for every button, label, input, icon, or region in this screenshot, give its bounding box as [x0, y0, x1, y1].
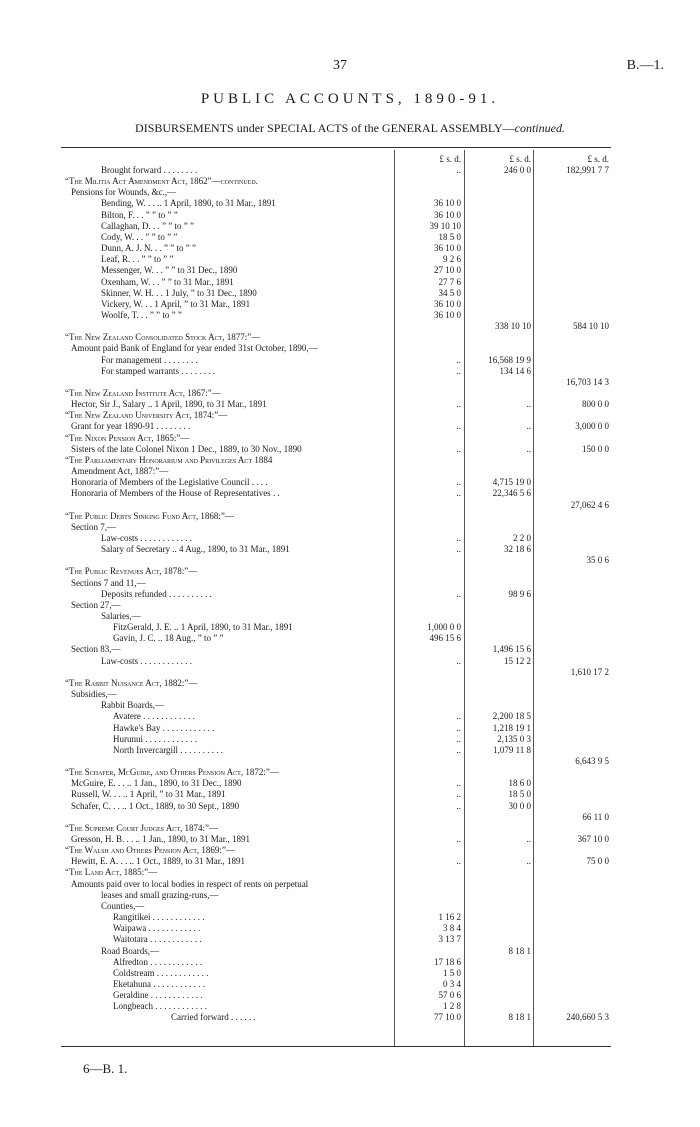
table-row: [61, 856, 611, 867]
amount-cell: 57 0 6: [438, 990, 461, 1001]
amount-cell: ..: [456, 544, 461, 555]
row-text: Brought forward . . . . . . . .: [101, 165, 198, 175]
table-row: [61, 277, 611, 288]
row-text: “The Public Revenues Act, 1878:”—: [65, 566, 198, 577]
table-row: [61, 321, 611, 332]
row-text: Longbeach . . . . . . . . . . . .: [113, 1001, 207, 1012]
row-text: “The Schafer, McGuire, and Others Pension Act, 1872:”—: [65, 767, 279, 778]
row-text: Gavin, J. C. .. 18 Aug., ” to ” ”: [113, 633, 224, 644]
amount-cell: 36 10 0: [434, 198, 461, 209]
table-row: [61, 812, 611, 823]
row-text: Grant for year 1890-91 . . . . . . . .: [71, 421, 191, 432]
row-text: Oxenham, W. . . ” ” to 31 Mar., 1891: [101, 276, 234, 287]
table-row: [61, 544, 611, 555]
row-text: leases and small grazing-runs,—: [101, 889, 219, 900]
row-text: Carried forward . . . . . .: [171, 1012, 256, 1023]
table-row: [61, 399, 611, 410]
table-row: [61, 678, 611, 689]
table-row: [61, 622, 611, 633]
table-row: [61, 600, 611, 611]
amount-cell: 34 5 0: [438, 287, 461, 298]
amount-cell: 36 10 0: [434, 298, 461, 309]
amount-cell: 9 2 6: [443, 254, 461, 265]
table-row: [61, 700, 611, 711]
row-text: Hurunui . . . . . . . . . . . .: [113, 733, 197, 744]
table-row: [61, 433, 611, 444]
amount-cell: ..: [456, 856, 461, 867]
amount-cell: 134 14 6: [499, 365, 531, 376]
amount-cell: 496 15 6: [429, 633, 461, 644]
row-text: Pensions for Wounds, &c.,—: [71, 187, 177, 198]
row-text: Rangitikei . . . . . . . . . . . .: [113, 912, 205, 923]
table-row: [61, 912, 611, 923]
table-row: [61, 176, 611, 187]
amount-cell: ..: [526, 443, 531, 454]
amount-cell: 16,568 19 9: [488, 354, 531, 365]
table-row: [61, 711, 611, 722]
amount-cell: 16,703 14 3: [566, 376, 609, 387]
row-text: For stamped warrants . . . . . . . .: [101, 365, 215, 376]
row-text: Alfredton . . . . . . . . . . . .: [113, 956, 202, 967]
table-row: [61, 533, 611, 544]
table-row: [61, 254, 611, 265]
amount-cell: 246 0 0: [504, 165, 531, 175]
amount-cell: ..: [526, 834, 531, 844]
row-text: Honoraria of Members of the House of Representatives . .: [71, 488, 280, 499]
row-text: Sisters of the late Colonel Nixon 1 Dec., 1889, to 30 Nov., 1890: [71, 443, 302, 454]
table-row: [61, 310, 611, 321]
table-row: [61, 410, 611, 421]
amount-cell: 150 0 0: [582, 443, 609, 454]
column-header-row: [61, 154, 611, 165]
row-text: Salary of Secretary .. 4 Aug., 1890, to 31 Mar., 1891: [101, 544, 290, 555]
subtitle-main: DISBURSEMENTS under SPECIAL ACTS of the GENERAL ASSEMBLY—: [135, 121, 515, 135]
table-row: [61, 232, 611, 243]
amount-cell: 35 0 6: [586, 555, 609, 566]
amount-cell: 77 10 0: [434, 1012, 461, 1023]
table-row: [61, 745, 611, 756]
row-text: Cody, W. . . ” ” to ” ”: [101, 231, 178, 242]
row-text: “The New Zealand Institute Act, 1867:”—: [65, 388, 221, 398]
page-title: PUBLIC ACCOUNTS, 1890-91.: [200, 91, 500, 107]
column-header: £ s. d.: [587, 154, 609, 164]
table-row: [61, 823, 611, 834]
row-text: Vickery, W. . . 1 April, ” to 31 Mar., 1891: [101, 298, 251, 309]
amount-cell: 800 0 0: [582, 399, 609, 410]
table-row: [61, 789, 611, 800]
table-row: [61, 355, 611, 366]
row-text: Gresson, H. B. . . .. 1 Jan., 1890, to 31 Mar., 1891: [71, 834, 250, 844]
row-text: Hawke's Bay . . . . . . . . . . . .: [113, 722, 215, 733]
row-text: Law-costs . . . . . . . . . . . .: [101, 655, 192, 666]
column-header: £ s. d.: [509, 154, 531, 164]
amount-cell: 1,079 11 8: [493, 744, 531, 755]
row-text: McGuire, E. . . .. 1 Jan., 1890, to 31 Dec., 1890: [71, 778, 242, 789]
table-row: [61, 578, 611, 589]
table-row: [61, 488, 611, 499]
amount-cell: 1,610 17 2: [570, 666, 609, 677]
table-row: [61, 332, 611, 343]
amount-cell: ..: [456, 800, 461, 811]
amount-cell: ..: [456, 744, 461, 755]
table-row: [61, 890, 611, 901]
amount-cell: ..: [456, 532, 461, 543]
amount-cell: 18 6 0: [508, 778, 531, 789]
amount-cell: ..: [456, 165, 461, 175]
row-text: “The Rabbit Nuisance Act, 1882:”—: [65, 677, 198, 688]
amount-cell: 8 18 1: [508, 945, 531, 956]
amount-cell: 338 10 10: [495, 321, 531, 332]
row-text: Road Boards,—: [101, 945, 159, 956]
amount-cell: ..: [456, 399, 461, 410]
document-reference: B.—1.: [626, 58, 664, 73]
amount-cell: 1,000 0 0: [427, 622, 461, 633]
page-footer: 6—B. 1.: [83, 1061, 128, 1076]
amount-cell: 3 13 7: [438, 934, 461, 945]
table-row: [61, 455, 611, 466]
row-text: Sections 7 and 11,—: [71, 577, 146, 588]
amount-cell: 30 0 0: [508, 800, 531, 811]
table-row: [61, 198, 611, 209]
table-row: [61, 377, 611, 388]
row-text: Salaries,—: [101, 611, 141, 621]
amount-cell: 6,643 9 5: [575, 755, 609, 766]
row-text: Amount paid Bank of England for year ended 31st October, 1890,—: [71, 343, 318, 354]
row-text: Messenger, W. . . ” ” to 31 Dec., 1890: [101, 265, 238, 276]
row-text: Callaghan, D. . . ” ” to ” ”: [101, 220, 194, 231]
row-text: “The Public Debts Sinking Fund Act, 1868:”—: [65, 510, 234, 521]
row-text: Schafer, C. . . .. 1 Oct., 1889, to 30 Sept., 1890: [71, 800, 240, 811]
amount-cell: 584 10 10: [573, 321, 609, 332]
row-text: Counties,—: [101, 900, 145, 911]
row-text: Dunn, A. J. N. . . ” ” to ” ”: [101, 243, 196, 254]
row-text: “The Supreme Court Judges Act, 1874:”—: [65, 822, 218, 833]
amount-cell: ..: [456, 477, 461, 488]
table-row: [61, 923, 611, 934]
table-row: [61, 366, 611, 377]
row-text: FitzGerald, J. E. .. 1 April, 1890, to 31 Mar., 1891: [113, 622, 293, 633]
table-row: [61, 221, 611, 232]
amount-cell: 18 5 0: [508, 789, 531, 800]
table-row: [61, 778, 611, 789]
amount-cell: ..: [456, 421, 461, 432]
row-text: North Invercargill . . . . . . . . . .: [113, 744, 224, 755]
amount-cell: 240,660 5 3: [566, 1012, 609, 1023]
table-row: [61, 343, 611, 354]
row-text: Geraldine . . . . . . . . . . . .: [113, 990, 203, 1001]
table-row: [61, 834, 611, 845]
amount-cell: ..: [456, 711, 461, 722]
table-row: [61, 265, 611, 276]
table-row: [61, 165, 611, 176]
row-text: Section 7,—: [71, 521, 116, 532]
amount-cell: ..: [526, 421, 531, 432]
amount-cell: 22,346 5 6: [492, 488, 531, 499]
amount-cell: ..: [526, 399, 531, 410]
row-text: Hewitt, E. A. . . .. 1 Oct., 1889, to 31 Mar., 1891: [71, 856, 245, 867]
row-text: Leaf, R. . . ” ” to ” ”: [101, 254, 174, 265]
column-header: £ s. d.: [439, 154, 461, 164]
table-row: [61, 511, 611, 522]
amount-cell: ..: [456, 722, 461, 733]
table-row: [61, 444, 611, 455]
amount-cell: 367 10 0: [577, 834, 609, 844]
page-number: 37: [333, 58, 347, 73]
table-row: [61, 656, 611, 667]
row-text: Woolfe, T. . . ” ” to ” ”: [101, 309, 182, 320]
table-row: [61, 879, 611, 890]
amount-cell: ..: [526, 856, 531, 867]
amount-cell: 27 10 0: [434, 265, 461, 276]
amount-cell: ..: [456, 365, 461, 376]
row-text: Eketahuna . . . . . . . . . . . .: [113, 978, 205, 989]
table-row: [61, 611, 611, 622]
table-row: [61, 957, 611, 968]
table-row: [61, 187, 611, 198]
row-text: Russell, W. . . .. 1 April, ” to 31 Mar., 1891: [71, 789, 226, 800]
table-row: [61, 644, 611, 655]
amount-cell: 3,000 0 0: [575, 421, 609, 432]
table-row: [61, 946, 611, 957]
table-row: [61, 801, 611, 812]
subtitle-continued: continued.: [514, 121, 565, 135]
row-text: Bending, W. . . .. 1 April, 1890, to 31 Mar., 1891: [101, 198, 276, 209]
amount-cell: 32 18 6: [504, 544, 531, 555]
table-row: [61, 466, 611, 477]
row-text: Section 83,—: [71, 644, 121, 655]
table-row: [61, 667, 611, 678]
table-row: [61, 500, 611, 511]
table-row: [61, 734, 611, 745]
amount-cell: 27,062 4 6: [570, 499, 609, 510]
amount-cell: 15 12 2: [504, 655, 531, 666]
row-text: Section 27,—: [71, 599, 121, 610]
table-row: [61, 867, 611, 878]
row-text: “The Parliamentary Honorarium and Privileges Act 1884: [65, 454, 273, 465]
row-text: Coldstream . . . . . . . . . . . .: [113, 967, 209, 978]
table-row: [61, 243, 611, 254]
amount-cell: 2,200 18 5: [492, 711, 531, 722]
row-text: Deposits refunded . . . . . . . . . .: [101, 588, 212, 599]
table-row: [61, 633, 611, 644]
row-text: “The New Zealand University Act, 1874:”—: [65, 410, 228, 421]
table-row: [61, 566, 611, 577]
amount-cell: 4,715 19 0: [492, 477, 531, 488]
row-text: “The New Zealand Consolidated Stock Act, 1877:”—: [65, 332, 261, 343]
amount-cell: 3 8 4: [443, 923, 461, 934]
row-text: “The Walsh and Others Pension Act, 1869:”—: [65, 845, 235, 856]
amount-cell: 36 10 0: [434, 309, 461, 320]
table-row: [61, 421, 611, 432]
row-text: Amounts paid over to local bodies in respect of rents on perpetual: [71, 878, 309, 889]
amount-cell: 1 2 8: [443, 1001, 461, 1012]
row-text: Law-costs . . . . . . . . . . . .: [101, 532, 192, 543]
row-text: For management . . . . . . . .: [101, 354, 198, 365]
row-text: Waipawa . . . . . . . . . . . .: [113, 923, 201, 934]
table-row: [61, 845, 611, 856]
amount-cell: 17 18 6: [434, 956, 461, 967]
row-text: “The Nixon Pension Act, 1865:”—: [65, 432, 190, 443]
table-row: [61, 1001, 611, 1012]
amount-cell: ..: [456, 778, 461, 789]
amount-cell: 18 5 0: [438, 231, 461, 242]
amount-cell: 36 10 0: [434, 209, 461, 220]
table-row: [61, 934, 611, 945]
amount-cell: ..: [456, 443, 461, 454]
table-row: [61, 589, 611, 600]
amount-cell: ..: [456, 588, 461, 599]
row-text: Subsidies,—: [71, 689, 117, 700]
amount-cell: 2 2 0: [513, 532, 531, 543]
amount-cell: 0 3 4: [443, 978, 461, 989]
amount-cell: 8 18 1: [508, 1012, 531, 1023]
table-row: [61, 288, 611, 299]
table-row: [61, 990, 611, 1001]
amount-cell: 39 10 10: [429, 220, 461, 231]
row-text: Waitotara . . . . . . . . . . . .: [113, 934, 202, 945]
amount-cell: 1,218 19 1: [492, 722, 531, 733]
disbursements-table: [61, 147, 611, 1047]
amount-cell: 1,496 15 6: [492, 644, 531, 655]
table-row: [61, 723, 611, 734]
table-row: [61, 477, 611, 488]
row-text: Honoraria of Members of the Legislative Council . . . .: [71, 477, 268, 488]
amount-cell: ..: [456, 789, 461, 800]
row-text: Hector, Sir J., Salary .. 1 April, 1890, to 31 Mar., 1891: [71, 399, 267, 410]
amount-cell: ..: [456, 834, 461, 844]
amount-cell: 1 5 0: [443, 967, 461, 978]
table-row: [61, 210, 611, 221]
amount-cell: ..: [456, 488, 461, 499]
amount-cell: ..: [456, 655, 461, 666]
table-row: [61, 689, 611, 700]
amount-cell: 36 10 0: [434, 243, 461, 254]
amount-cell: 1 16 2: [438, 912, 461, 923]
row-text: Avatere . . . . . . . . . . . .: [113, 711, 195, 722]
row-text: Skinner, W. H. . . 1 July, ” to 31 Dec., 1890: [101, 287, 257, 298]
table-row: [61, 979, 611, 990]
amount-cell: 75 0 0: [586, 856, 609, 867]
row-text: Bilton, F. . . ” ” to ” ”: [101, 209, 178, 220]
table-row: [61, 1012, 611, 1023]
amount-cell: 27 7 6: [438, 276, 461, 287]
amount-cell: ..: [456, 733, 461, 744]
table-row: [61, 388, 611, 399]
amount-cell: 98 9 6: [508, 588, 531, 599]
table-row: [61, 555, 611, 566]
page-subtitle: [0, 121, 700, 136]
row-text: “The Militia Act Amendment Act, 1862”—continued.: [65, 176, 258, 187]
amount-cell: 66 11 0: [582, 811, 609, 822]
table-row: [61, 299, 611, 310]
table-row: [61, 901, 611, 912]
table-row: [61, 522, 611, 533]
row-text: “The Land Act, 1885:”—: [65, 867, 158, 878]
row-text: Amendment Act, 1887:”—: [71, 466, 169, 477]
table-row: [61, 767, 611, 778]
amount-cell: 2,135 0 3: [497, 733, 531, 744]
table-row: [61, 756, 611, 767]
table-row: [61, 968, 611, 979]
row-text: Rabbit Boards,—: [101, 700, 164, 711]
amount-cell: 182,991 7 7: [566, 165, 609, 175]
amount-cell: ..: [456, 354, 461, 365]
